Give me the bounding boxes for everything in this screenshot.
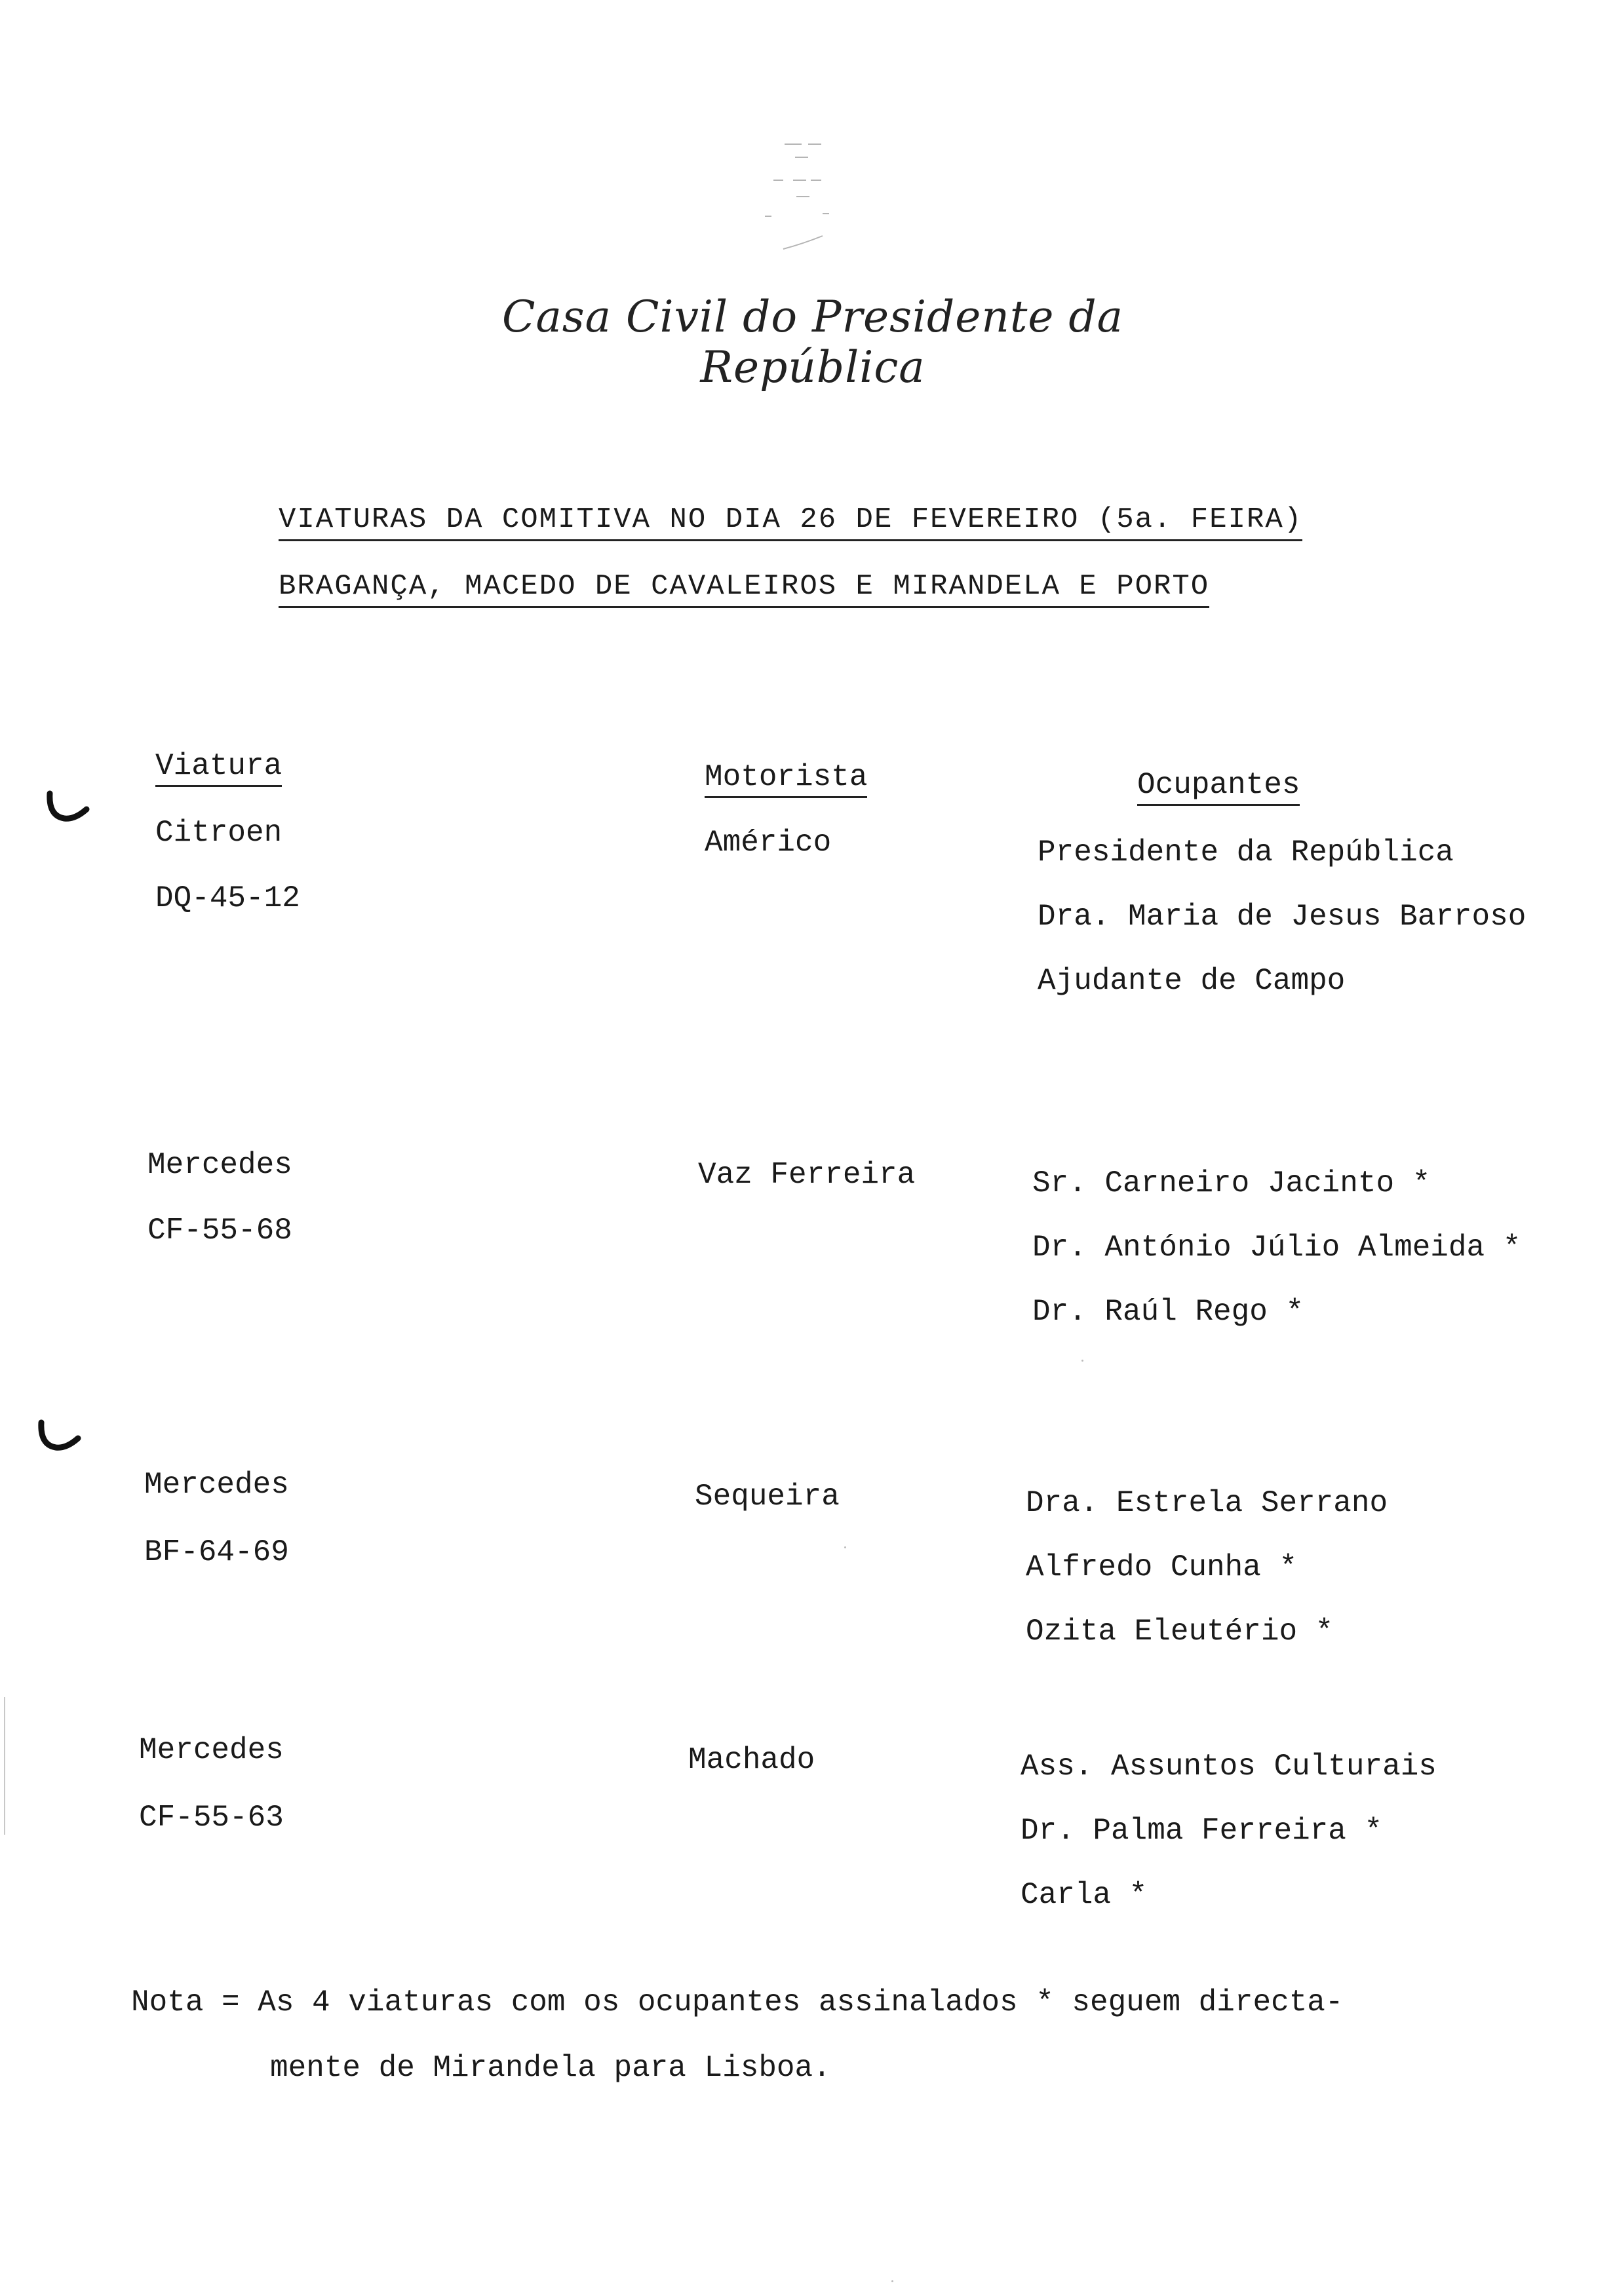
occupant: Sr. Carneiro Jacinto * <box>1032 1166 1431 1200</box>
vehicle-driver: Vaz Ferreira <box>698 1158 916 1192</box>
scan-edge-line <box>4 1697 5 1835</box>
margin-check-mark-icon <box>36 1419 82 1458</box>
occupant: Ass. Assuntos Culturais <box>1021 1750 1437 1784</box>
occupant: Dra. Maria de Jesus Barroso <box>1038 900 1527 934</box>
column-header-viatura: Viatura <box>155 749 282 787</box>
margin-check-mark-icon <box>45 790 90 829</box>
vehicle-driver: Américo <box>705 826 832 860</box>
vehicle-model: Citroen <box>155 816 282 850</box>
occupant: Alfredo Cunha * <box>1026 1550 1298 1584</box>
occupant: Ozita Eleutério * <box>1026 1615 1334 1649</box>
occupant: Dr. António Júlio Almeida * <box>1032 1231 1521 1265</box>
occupant: Dr. Palma Ferreira * <box>1021 1814 1383 1848</box>
vehicle-plate: CF-55-63 <box>139 1801 284 1835</box>
vehicle-driver: Sequeira <box>695 1480 840 1514</box>
vehicle-model: Mercedes <box>139 1733 284 1767</box>
occupant-list <box>1038 835 1526 1028</box>
vehicle-model: Mercedes <box>144 1468 289 1502</box>
document-subtitle: BRAGANÇA, MACEDO DE CAVALEIROS E MIRANDELA E PORTO <box>279 570 1209 608</box>
vehicle-plate: DQ-45-12 <box>155 881 300 915</box>
vehicle-plate: BF-64-69 <box>144 1535 289 1569</box>
letterhead: Casa Civil do Presidente da República <box>501 292 1124 392</box>
occupant: Dr. Raúl Rego * <box>1032 1295 1304 1329</box>
column-header-motorista: Motorista <box>705 760 867 798</box>
occupant: Dra. Estrela Serrano <box>1026 1486 1388 1520</box>
occupant: Ajudante de Campo <box>1038 964 1346 998</box>
vehicle-driver: Machado <box>688 1743 815 1777</box>
occupant: Presidente da República <box>1038 835 1454 870</box>
scan-speck <box>844 1546 846 1548</box>
vehicle-plate: CF-55-68 <box>147 1214 292 1248</box>
column-header-ocupantes: Ocupantes <box>1137 768 1300 806</box>
crest-seal-icon <box>737 131 868 262</box>
occupant-list <box>1032 1166 1521 1359</box>
scan-speck <box>891 2280 893 2282</box>
vehicle-model: Mercedes <box>147 1148 292 1182</box>
note-line-1: Nota = As 4 viaturas com os ocupantes assinalados * seguem directa- <box>131 1985 1344 2019</box>
scan-speck <box>1081 1360 1083 1362</box>
document-title: VIATURAS DA COMITIVA NO DIA 26 DE FEVEREIRO (5a. FEIRA) <box>279 503 1302 541</box>
occupant-list <box>1026 1486 1388 1679</box>
note-line-2: mente de Mirandela para Lisboa. <box>270 2051 831 2085</box>
occupant: Carla * <box>1021 1878 1148 1912</box>
occupant-list <box>1021 1750 1437 1942</box>
